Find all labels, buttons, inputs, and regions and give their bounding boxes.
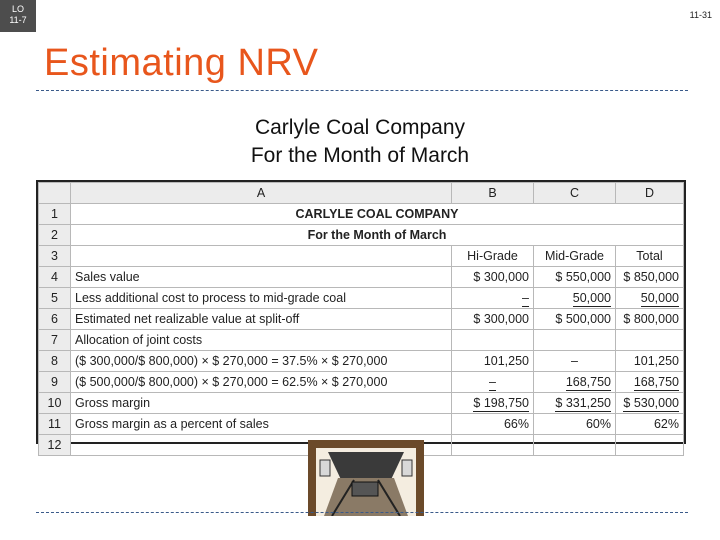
cell-d-value: 50,000	[640, 291, 679, 305]
cell-d: 101,250	[616, 351, 684, 372]
cell-b: $ 300,000	[452, 267, 534, 288]
subtitle-company: Carlyle Coal Company	[254, 116, 466, 139]
cell-a	[71, 246, 452, 267]
cell-a: ($ 500,000/$ 800,000) × $ 270,000 = 62.5% × $ 270,000	[71, 372, 452, 393]
cell-d: $ 800,000	[616, 309, 684, 330]
cell-d: $ 850,000	[616, 267, 684, 288]
cell-a: Gross margin as a percent of sales	[71, 414, 452, 435]
period-heading: For the Month of March	[71, 225, 684, 246]
cell-c	[534, 330, 616, 351]
table-row	[39, 246, 684, 267]
cell-b	[452, 288, 534, 309]
cell-a: Gross margin	[71, 393, 452, 414]
top-divider	[36, 90, 688, 91]
cell-d-value: $ 530,000	[623, 396, 679, 410]
column-header-a: A	[71, 183, 452, 204]
row-number: 8	[39, 351, 71, 372]
mine-post-left	[308, 448, 316, 516]
table-row	[39, 393, 684, 414]
cell-c	[534, 435, 616, 456]
row-number: 7	[39, 330, 71, 351]
cell-a: ($ 300,000/$ 800,000) × $ 270,000 = 37.5% × $ 270,000	[71, 351, 452, 372]
mine-post-right	[416, 448, 424, 516]
row-number: 5	[39, 288, 71, 309]
coal-mine-illustration	[308, 440, 424, 516]
table-row	[39, 414, 684, 435]
cell-a: Sales value	[71, 267, 452, 288]
cell-b	[452, 330, 534, 351]
column-header-c: C	[534, 183, 616, 204]
cell-c: $ 500,000	[534, 309, 616, 330]
subtitle-period: For the Month of March	[250, 144, 470, 167]
cell-d: Total	[616, 246, 684, 267]
learning-objective-badge	[0, 0, 36, 32]
row-number: 4	[39, 267, 71, 288]
table-row	[39, 330, 684, 351]
cell-d-value: 168,750	[633, 375, 679, 389]
bottom-divider	[36, 512, 688, 513]
cell-a: Estimated net realizable value at split-off	[71, 309, 452, 330]
cell-d	[616, 435, 684, 456]
cell-c: 60%	[534, 414, 616, 435]
column-header-row	[39, 183, 684, 204]
cell-c-value: 168,750	[565, 375, 611, 389]
cell-b: $ 300,000	[452, 309, 534, 330]
cell-b	[452, 435, 534, 456]
cell-c-value: 50,000	[572, 291, 611, 305]
cell-b-value: –	[522, 291, 529, 305]
cell-d	[616, 393, 684, 414]
cell-c: –	[534, 351, 616, 372]
cell-c	[534, 372, 616, 393]
table-row	[39, 288, 684, 309]
table-row	[39, 372, 684, 393]
company-heading: CARLYLE COAL COMPANY	[71, 204, 684, 225]
lantern-right	[402, 460, 412, 476]
cell-b: Hi-Grade	[452, 246, 534, 267]
table-row	[39, 225, 684, 246]
cell-c	[534, 288, 616, 309]
lo-label: LO	[11, 4, 24, 14]
cell-b: 66%	[452, 414, 534, 435]
cell-b-value: $ 198,750	[473, 396, 529, 410]
cell-c-value: $ 331,250	[555, 396, 611, 410]
cell-d	[616, 372, 684, 393]
corner-cell	[39, 183, 71, 204]
cell-c: $ 550,000	[534, 267, 616, 288]
row-number: 12	[39, 435, 71, 456]
row-number: 3	[39, 246, 71, 267]
table-row	[39, 267, 684, 288]
table-row	[39, 309, 684, 330]
cell-b	[452, 393, 534, 414]
row-number: 11	[39, 414, 71, 435]
row-number: 6	[39, 309, 71, 330]
page-number: 11-31	[689, 10, 712, 20]
cell-b: 101,250	[452, 351, 534, 372]
spreadsheet	[36, 180, 686, 452]
row-number: 1	[39, 204, 71, 225]
cell-d	[616, 330, 684, 351]
cell-c: Mid-Grade	[534, 246, 616, 267]
cell-d	[616, 288, 684, 309]
cell-b-value: –	[489, 375, 496, 389]
column-header-b: B	[452, 183, 534, 204]
table-row	[39, 351, 684, 372]
mine-beam	[308, 440, 424, 448]
row-number: 9	[39, 372, 71, 393]
slide-title: Estimating NRV	[44, 42, 319, 84]
cell-b	[452, 372, 534, 393]
coal-cart	[352, 482, 378, 496]
cell-d: 62%	[616, 414, 684, 435]
table-row	[39, 204, 684, 225]
cell-a: Less additional cost to process to mid-grade coal	[71, 288, 452, 309]
lo-number: 11-7	[9, 15, 27, 25]
column-header-d: D	[616, 183, 684, 204]
cell-a: Allocation of joint costs	[71, 330, 452, 351]
row-number: 2	[39, 225, 71, 246]
spreadsheet-grid	[38, 182, 684, 456]
lantern-left	[320, 460, 330, 476]
cell-c	[534, 393, 616, 414]
row-number: 10	[39, 393, 71, 414]
